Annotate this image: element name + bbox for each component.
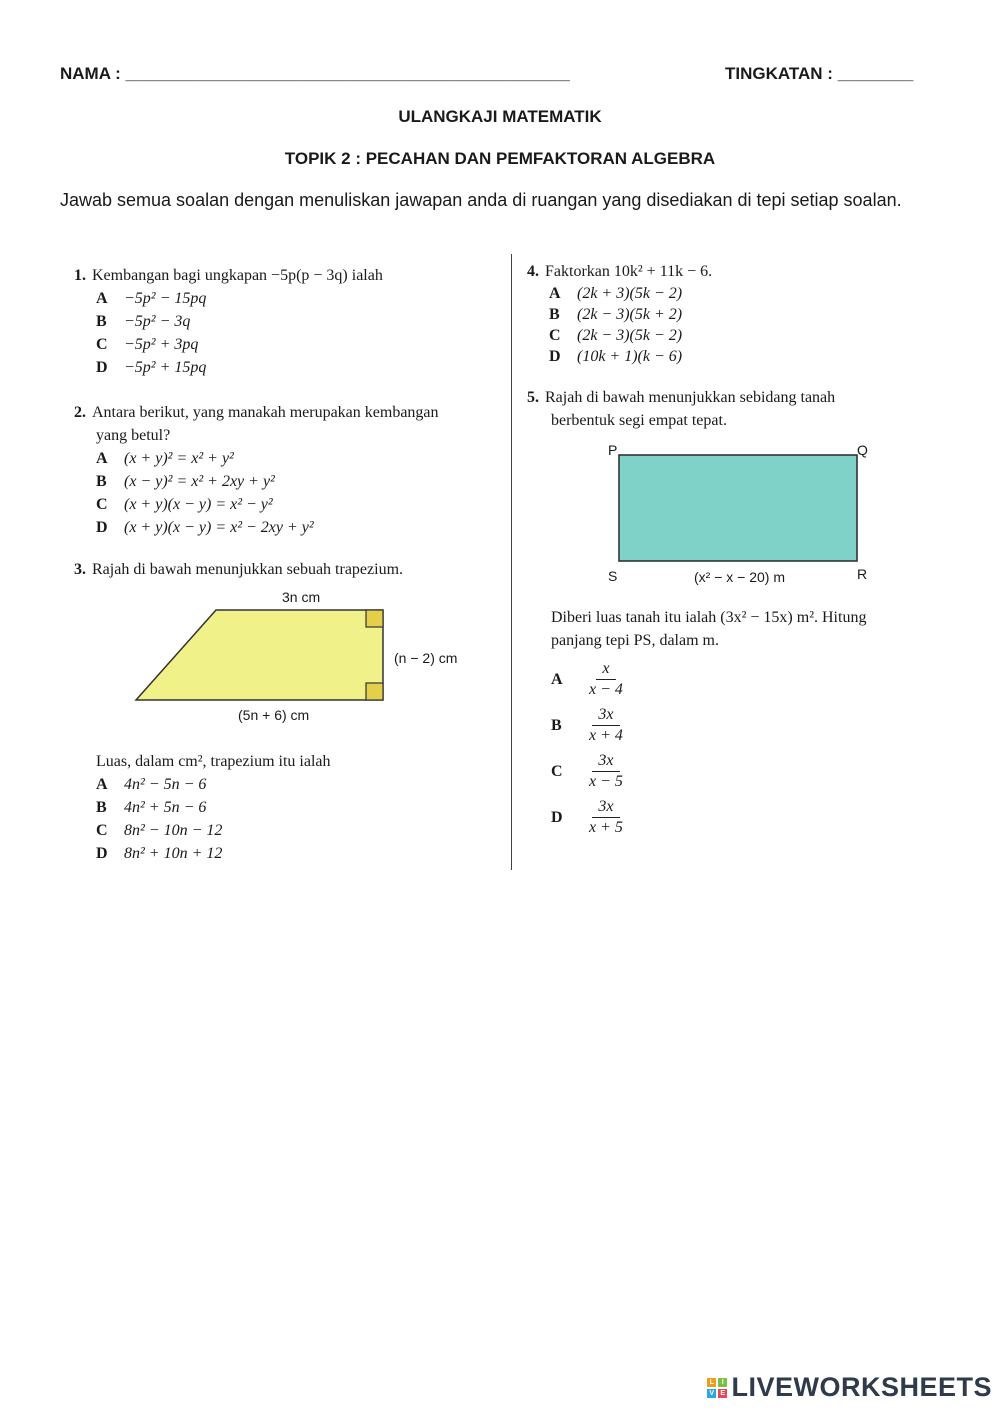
q4-option-c[interactable]: C (2k − 3)(5k − 2) [549,327,683,344]
question-4 [527,260,947,367]
trapezium-top-label: 3n cm [282,589,321,605]
question-1 [74,264,494,379]
q1-option-a[interactable]: A −5p² − 15pq [96,290,207,307]
q4-number: 4. [527,263,539,280]
name-blank[interactable]: _______________________________________________ [125,64,570,83]
q5-option-d-fraction: $\frac{3x}{x + 5}$ [589,797,623,836]
instruction-text: Jawab semua soalan dengan menuliskan jawapan anda di ruangan yang disediakan di tepi setiap soalan. [60,190,902,210]
q5-option-d[interactable]: D $\frac{3x}{x + 5}$ [551,794,751,840]
trapezium-shape [136,610,383,700]
q3-text: Rajah di bawah menunjukkan sebuah trapezium. [92,561,404,578]
q3-answer-block [96,750,496,865]
q1-text: Kembangan bagi ungkapan −5p(p − 3q) ialah [92,267,383,284]
q5-number: 5. [527,389,539,406]
rectangle-land-diagram [616,452,860,564]
q2-option-c[interactable]: C (x + y)(x − y) = x² − y² [96,496,273,513]
tingkatan-field[interactable] [725,64,913,84]
q3-option-d[interactable]: D 8n² + 10n + 12 [96,845,223,862]
q3-question: Luas, dalam cm², trapezium itu ialah [96,753,331,770]
q5-text-line2: berbentuk segi empat tepat. [551,412,727,429]
q1-option-c[interactable]: C −5p² + 3pq [96,336,199,353]
q5-question-line1: Diberi luas tanah itu ialah (3x² − 15x) m². Hitung [551,609,867,626]
q1-number: 1. [74,267,86,284]
liveworksheets-logo[interactable] [707,1372,992,1403]
question-3 [74,558,494,581]
q1-option-b[interactable]: B −5p² − 3q [96,313,191,330]
q5-options [551,656,751,840]
q4-option-d[interactable]: D (10k + 1)(k − 6) [549,348,683,365]
q2-number: 2. [74,404,86,421]
column-divider [511,254,512,870]
q3-option-c[interactable]: C 8n² − 10n − 12 [96,822,223,839]
tingkatan-label: TINGKATAN : [725,64,833,83]
q4-text: Faktorkan 10k² + 11k − 6. [545,263,713,280]
q3-option-b[interactable]: B 4n² + 5n − 6 [96,799,207,816]
rectangle-bottom-label: (x² − x − 20) m [694,569,786,585]
q2-option-a[interactable]: A (x + y)² = x² + y² [96,450,234,467]
corner-s-label: S [608,568,618,584]
q5-option-b-fraction: $\frac{3x}{x + 4}$ [589,705,623,744]
liveworksheets-logo-icon: L I V E [709,1378,726,1397]
q5-option-c-fraction: $\frac{3x}{x - 5}$ [589,751,623,790]
q2-text-line2: yang betul? [96,427,171,444]
q5-option-a[interactable]: A $\frac{x}{x - 4}$ [551,656,751,702]
q4-option-b[interactable]: B (2k − 3)(5k + 2) [549,306,683,323]
corner-p-label: P [608,442,618,458]
q5-question-block [551,606,941,652]
name-field[interactable] [60,64,570,84]
name-label: NAMA : [60,64,121,83]
land-rectangle [619,455,857,561]
q2-option-b[interactable]: B (x − y)² = x² + 2xy + y² [96,473,275,490]
q5-option-b[interactable]: B $\frac{3x}{x + 4}$ [551,702,751,748]
q5-option-c[interactable]: C $\frac{3x}{x - 5}$ [551,748,751,794]
trapezium-bottom-label: (5n + 6) cm [238,707,310,723]
q2-option-d[interactable]: D (x + y)(x − y) = x² − 2xy + y² [96,519,314,536]
q5-option-a-fraction: $\frac{x}{x - 4}$ [589,659,623,698]
q4-option-a[interactable]: A (2k + 3)(5k − 2) [549,285,683,302]
trapezium-diagram [130,604,390,704]
right-angle-marker-top [366,610,383,627]
corner-q-label: Q [857,442,868,458]
corner-r-label: R [857,566,868,582]
liveworksheets-brand-text: LIVEWORKSHEETS [731,1372,992,1402]
q3-option-a[interactable]: A 4n² − 5n − 6 [96,776,207,793]
q3-number: 3. [74,561,86,578]
q1-option-d[interactable]: D −5p² + 15pq [96,359,207,376]
q2-text-line1: Antara berikut, yang manakah merupakan kembangan [92,404,439,421]
q5-question-line2: panjang tepi PS, dalam m. [551,632,719,649]
question-2 [74,401,504,539]
q5-text-line1: Rajah di bawah menunjukkan sebidang tanah [545,389,836,406]
tingkatan-blank[interactable]: ________ [837,64,914,83]
page-title: ULANGKAJI MATEMATIK [398,107,602,126]
trapezium-side-label: (n − 2) cm [394,650,458,666]
question-5 [527,386,947,432]
topic-title: TOPIK 2 : PECAHAN DAN PEMFAKTORAN ALGEBRA [284,149,716,168]
right-angle-marker-bottom [366,683,383,700]
